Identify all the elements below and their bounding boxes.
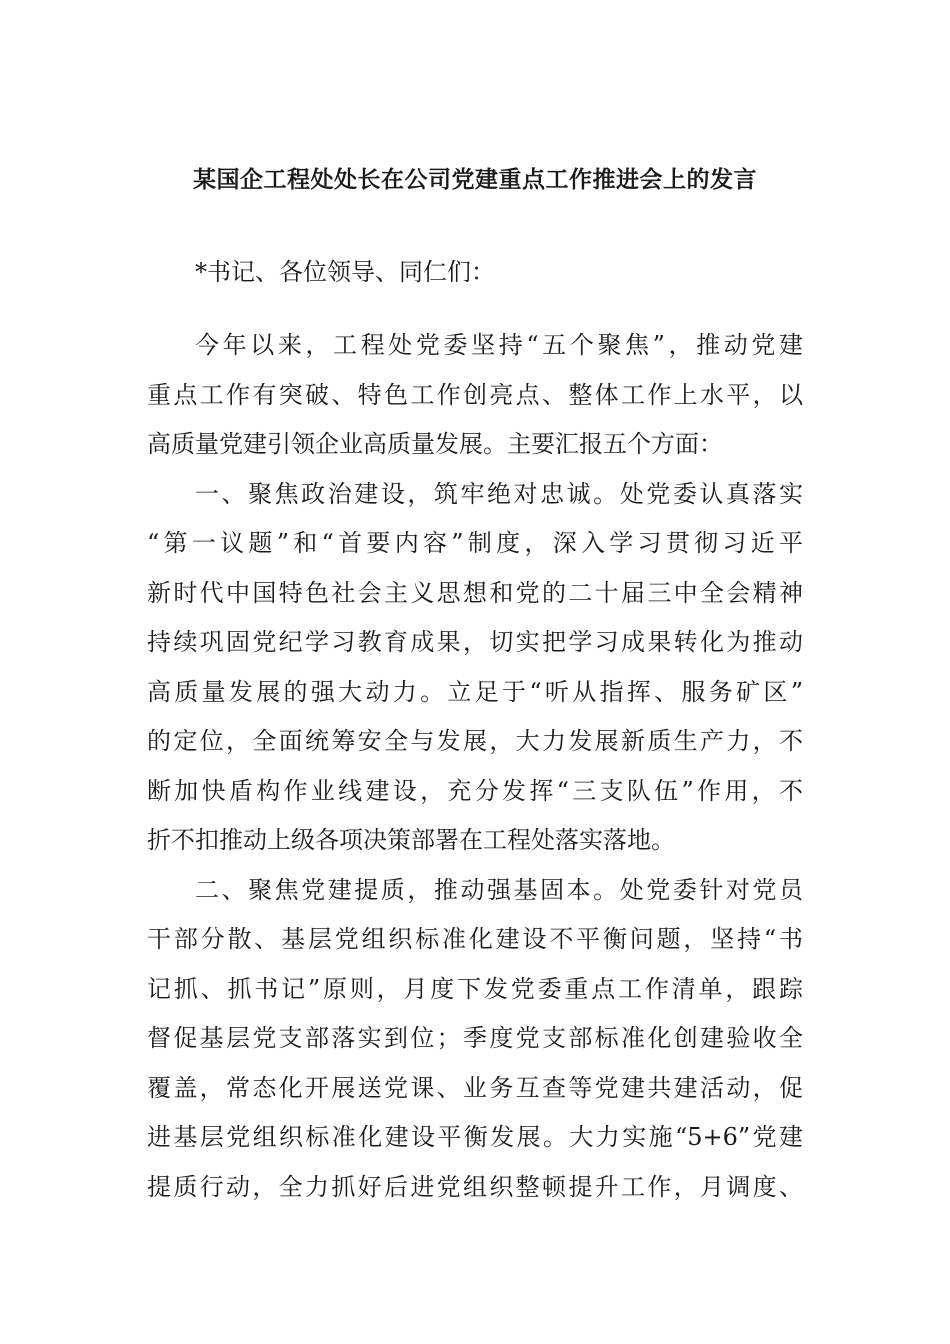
paragraph-line: 督促基层党支部落实到位；季度党支部标准化创建验收全 bbox=[147, 1024, 803, 1052]
paragraph-line: 折不扣推动上级各项决策部署在工程处落实落地。 bbox=[147, 826, 675, 854]
paragraph-line: 记抓、抓书记”原则，月度下发党委重点工作清单，跟踪 bbox=[147, 975, 803, 1003]
paragraph-line: 今年以来，工程处党委坚持“五个聚焦”，推动党建 bbox=[195, 331, 803, 359]
paragraph-line: 高质量党建引领企业高质量发展。主要汇报五个方面： bbox=[147, 430, 723, 458]
paragraph-line: 干部分散、基层党组织标准化建设不平衡问题，坚持“书 bbox=[147, 925, 803, 953]
paragraph-line: 断加快盾构作业线建设，充分发挥“三支队伍”作用，不 bbox=[147, 777, 803, 805]
paragraph-line: 二、聚焦党建提质，推动强基固本。处党委针对党员 bbox=[195, 876, 803, 904]
salutation: *书记、各位领导、同仁们： bbox=[195, 258, 495, 286]
paragraph-line: “第一议题”和“首要内容”制度，深入学习贯彻习近平 bbox=[147, 529, 803, 557]
paragraph-line: 提质行动，全力抓好后进党组织整顿提升工作，月调度、 bbox=[147, 1173, 803, 1201]
paragraph-line: 新时代中国特色社会主义思想和党的二十届三中全会精神 bbox=[147, 579, 803, 607]
paragraph-line: 一、聚焦政治建设，筑牢绝对忠诚。处党委认真落实 bbox=[195, 480, 803, 508]
document-title: 某国企工程处处长在公司党建重点工作推进会上的发言 bbox=[193, 166, 757, 193]
paragraph-line: 覆盖，常态化开展送党课、业务互查等党建共建活动，促 bbox=[147, 1074, 803, 1102]
paragraph-line: 的定位，全面统筹安全与发展，大力发展新质生产力，不 bbox=[147, 727, 803, 755]
paragraph-line: 持续巩固党纪学习教育成果，切实把学习成果转化为推动 bbox=[147, 628, 803, 656]
paragraph-line: 高质量发展的强大动力。立足于“听从指挥、服务矿区” bbox=[147, 678, 803, 706]
paragraph-line: 进基层党组织标准化建设平衡发展。大力实施“5+6”党建 bbox=[147, 1123, 803, 1151]
paragraph-line: 重点工作有突破、特色工作创亮点、整体工作上水平，以 bbox=[147, 381, 803, 409]
